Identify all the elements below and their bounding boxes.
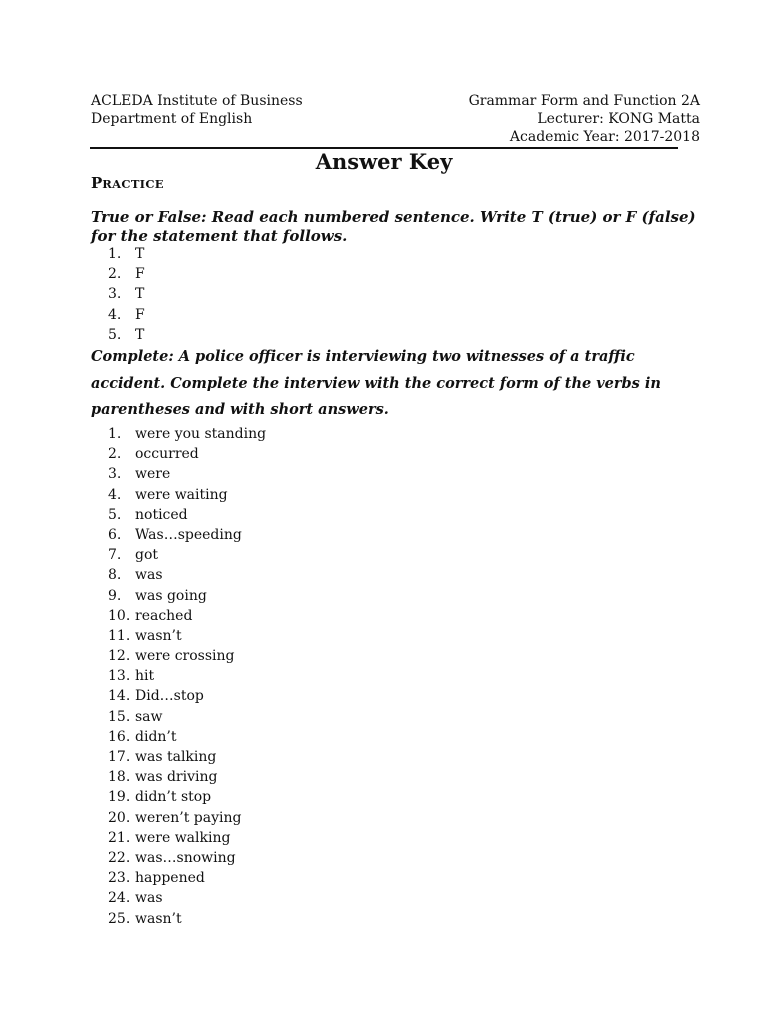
complete-answer-item — [108, 444, 266, 464]
answer-text: were you standing — [135, 426, 267, 442]
answer-text: was — [135, 567, 163, 584]
answer-text: noticed — [135, 506, 188, 523]
complete-answer-item — [108, 606, 266, 626]
answer-text: happened — [135, 870, 205, 887]
true-false-answer-item — [108, 264, 145, 284]
section-heading — [91, 174, 164, 192]
answer-number: 4. — [108, 306, 122, 323]
answer-number: 18. — [108, 769, 131, 786]
answer-text: was going — [135, 587, 207, 604]
complete-answer-item — [108, 565, 266, 585]
answer-number: 8. — [108, 567, 122, 584]
answer-number: 25. — [108, 910, 131, 927]
answer-number: 1. — [108, 426, 122, 442]
answer-text: wasn’t — [135, 627, 182, 644]
complete-answer-item — [108, 545, 266, 565]
complete-answer-item — [108, 787, 266, 807]
complete-answer-item — [108, 747, 266, 767]
answer-text: was — [135, 890, 163, 907]
answer-text: Was…speeding — [135, 526, 242, 543]
answer-text: F — [135, 306, 145, 323]
complete-answer-item — [108, 666, 266, 686]
answer-number: 16. — [108, 728, 131, 745]
answer-text: didn’t — [135, 728, 177, 745]
answer-number: 10. — [108, 607, 131, 624]
answer-number: 11. — [108, 627, 131, 644]
answer-number: 4. — [108, 486, 122, 503]
true-false-answer-item — [108, 325, 145, 345]
answer-text: was talking — [135, 749, 217, 765]
complete-answer-item — [108, 808, 266, 828]
answer-number: 5. — [108, 506, 122, 523]
answer-text: was driving — [135, 769, 218, 786]
institution-name: ACLEDA Institute of Business — [91, 93, 303, 109]
answer-number: 12. — [108, 648, 131, 665]
answer-text: T — [135, 246, 145, 262]
answer-number: 19. — [108, 789, 131, 806]
header-right — [469, 92, 700, 146]
academic-year: Academic Year: 2017-2018 — [509, 129, 700, 145]
answer-text: were waiting — [135, 486, 228, 503]
answer-number: 5. — [108, 326, 122, 343]
answer-number: 15. — [108, 708, 131, 725]
answer-text: Did…stop — [135, 688, 204, 705]
complete-answer-item — [108, 485, 266, 505]
answer-number: 1. — [108, 246, 122, 262]
course-name: Grammar Form and Function 2A — [468, 93, 700, 109]
complete-answer-item — [108, 727, 266, 747]
answer-text: reached — [135, 607, 193, 624]
section-heading-rest: RACTICE — [102, 177, 164, 191]
complete-answer-item — [108, 909, 266, 929]
page-title: Answer Key — [315, 149, 453, 174]
answer-number: 14. — [108, 688, 131, 705]
answer-text: wasn’t — [135, 910, 182, 927]
answer-text: got — [135, 547, 159, 564]
answer-text: occurred — [135, 446, 199, 463]
true-false-answer-item — [108, 284, 145, 304]
true-false-instruction: True or False: Read each numbered sentence. Write T (true) or F (false) for the statement that follows. — [91, 208, 696, 245]
answer-number: 21. — [108, 829, 131, 846]
complete-instruction: Complete: A police officer is interviewing two witnesses of a traffic accident. Complete the interview with the correct form of the verbs in parentheses and with short answers. — [91, 348, 661, 418]
answer-text: T — [135, 286, 145, 303]
answer-number: 22. — [108, 849, 131, 866]
complete-answer-item — [108, 626, 266, 646]
department-name: Department of English — [91, 111, 253, 127]
complete-answer-item — [108, 505, 266, 525]
answer-text: didn’t stop — [135, 789, 212, 806]
complete-answer-item — [108, 868, 266, 888]
answer-number: 2. — [108, 266, 122, 283]
answer-text: were crossing — [135, 648, 235, 665]
complete-answer-item — [108, 848, 266, 868]
complete-answer-item — [108, 707, 266, 727]
answer-text: saw — [135, 708, 163, 725]
lecturer-name: Lecturer: KONG Matta — [537, 111, 700, 127]
complete-answer-item — [108, 686, 266, 706]
complete-answer-item — [108, 767, 266, 787]
complete-answer-item — [108, 525, 266, 545]
complete-answer-list — [108, 424, 266, 929]
section-heading-initial: P — [91, 174, 103, 192]
complete-answer-item — [108, 888, 266, 908]
answer-number: 3. — [108, 286, 122, 303]
answer-number: 9. — [108, 587, 122, 604]
answer-number: 2. — [108, 446, 122, 463]
complete-answer-item — [108, 424, 266, 444]
answer-number: 17. — [108, 749, 131, 765]
complete-answer-item — [108, 828, 266, 848]
true-false-answer-item — [108, 305, 145, 325]
complete-answer-item — [108, 646, 266, 666]
header-left — [91, 92, 303, 128]
answer-number: 24. — [108, 890, 131, 907]
answer-text: weren’t paying — [135, 809, 242, 826]
answer-text: T — [135, 326, 145, 343]
answer-text: was…snowing — [135, 849, 236, 866]
answer-number: 23. — [108, 870, 131, 887]
complete-answer-item — [108, 464, 266, 484]
answer-text: were — [135, 466, 171, 483]
answer-number: 3. — [108, 466, 122, 483]
answer-number: 7. — [108, 547, 122, 564]
answer-text: F — [135, 266, 145, 283]
answer-text: hit — [135, 668, 155, 685]
true-false-answer-list — [108, 244, 145, 345]
answer-number: 20. — [108, 809, 131, 826]
answer-text: were walking — [135, 829, 231, 846]
answer-number: 6. — [108, 526, 122, 543]
answer-number: 13. — [108, 668, 131, 685]
true-false-answer-item — [108, 244, 145, 264]
complete-answer-item — [108, 586, 266, 606]
